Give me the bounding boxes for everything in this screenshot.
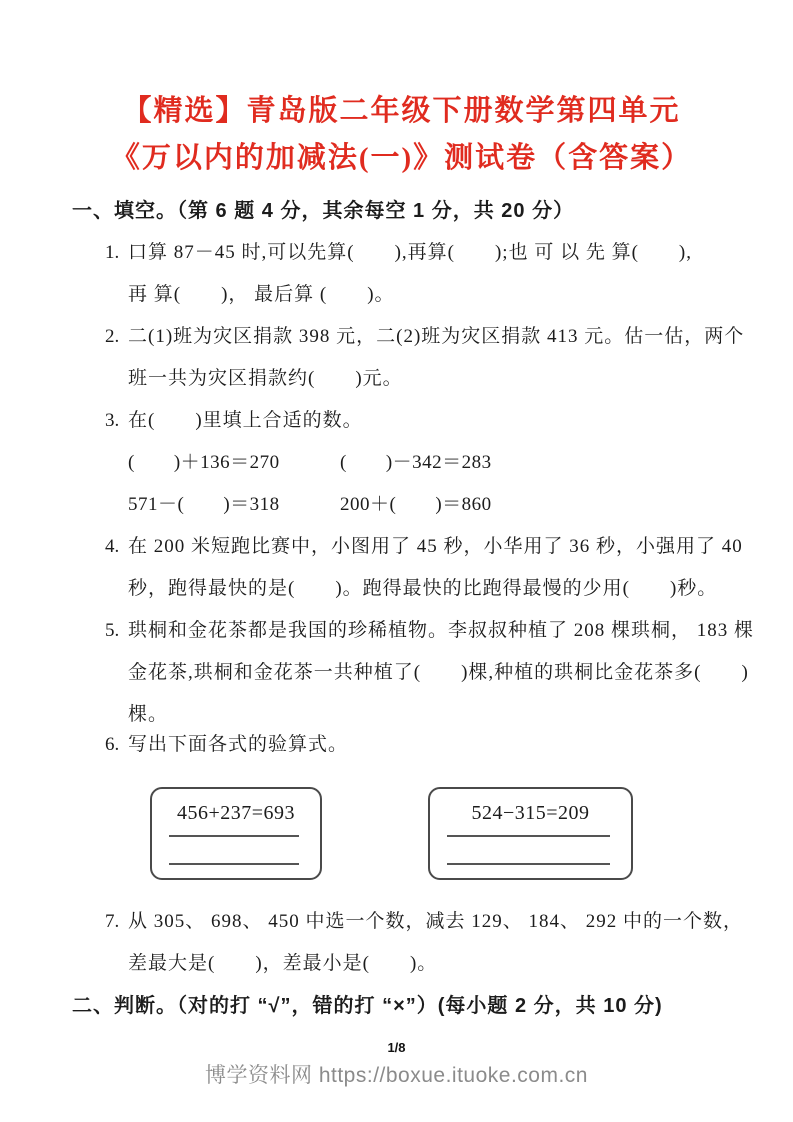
item-number: 1.: [105, 242, 120, 263]
item-line: 在( )里填上合适的数。: [128, 410, 363, 431]
item-body: [128, 724, 731, 901]
page-number: 1/8: [387, 1040, 406, 1055]
item-line: 班一共为灾区捐款约( )元。: [128, 368, 403, 389]
item-line: 棵。: [128, 704, 169, 725]
section-1-heading: 一、填空。（第 6 题 4 分，其余每空 1 分，共 20 分）: [72, 200, 575, 222]
item-number: 7.: [105, 911, 120, 932]
item-number: 5.: [105, 620, 120, 641]
answer-line: [169, 835, 299, 837]
equation-cell: ( )－342＝283: [340, 452, 492, 473]
box-equation: 456+237=693: [176, 802, 296, 824]
verification-box-2: [428, 787, 633, 880]
item-body: [128, 400, 731, 526]
document-title: [72, 88, 731, 182]
question-item-4: [72, 526, 743, 610]
box-equation: 524−315=209: [471, 802, 590, 824]
item-line: 口算 87－45 时,可以先算( ),再算( );也 可 以 先 算( ),: [128, 242, 692, 263]
item-line: 二(1)班为灾区捐款 398 元，二(2)班为灾区捐款 413 元。估一估，两个: [128, 326, 745, 347]
item-line: 从 305、 698、 450 中选一个数，减去 129、 184、 292 中的一个数，: [128, 911, 744, 932]
question-item-6: [72, 724, 731, 901]
item-line: 金花茶,珙桐和金花茶一共种植了( )棵,种植的珙桐比金花茶多( ): [128, 662, 749, 683]
answer-line: [169, 863, 299, 865]
item-line: 差最大是( )，差最小是( )。: [128, 953, 438, 974]
item-number: 3.: [105, 410, 120, 431]
verification-box-1: [150, 787, 322, 880]
item-number: 6.: [105, 734, 120, 755]
item-body: [128, 610, 755, 736]
item-number: 2.: [105, 326, 120, 347]
item-line: 再 算( )， 最后算 ( )。: [128, 284, 395, 305]
question-item-2: [72, 316, 745, 400]
equation-cell: ( )＋136＝270: [128, 452, 280, 473]
item-line: 珙桐和金花茶都是我国的珍稀植物。李叔叔种植了 208 棵珙桐， 183 棵: [128, 620, 755, 641]
item-body: [128, 232, 731, 316]
question-item-1: [72, 232, 731, 316]
question-item-7: [72, 901, 744, 985]
equation-grid: [128, 442, 731, 526]
item-body: [128, 316, 745, 400]
answer-line: [447, 863, 610, 865]
equation-cell: 200＋( )＝860: [340, 494, 492, 515]
item-line: 写出下面各式的验算式。: [128, 734, 349, 755]
title-line-2: 《万以内的加减法(一)》测试卷（含答案）: [110, 142, 693, 174]
section-2-heading: 二、判断。（对的打 “√”，错的打 “×”）(每小题 2 分，共 10 分): [72, 995, 663, 1017]
answer-line: [447, 835, 610, 837]
item-line: 在 200 米短跑比赛中，小图用了 45 秒，小华用了 36 秒，小强用了 40: [128, 536, 743, 557]
item-body: [128, 901, 744, 985]
verification-boxes-row: [150, 787, 731, 880]
title-line-1: 【精选】青岛版二年级下册数学第四单元: [122, 95, 681, 127]
item-line: 秒，跑得最快的是( )。跑得最快的比跑得最慢的少用( )秒。: [128, 578, 718, 599]
watermark-text: 博学资料网 https://boxue.ituoke.com.cn: [205, 1064, 588, 1087]
question-item-5: [72, 610, 755, 736]
question-item-3: [72, 400, 731, 526]
item-body: [128, 526, 743, 610]
item-number: 4.: [105, 536, 120, 557]
equation-cell: 571－( )＝318: [128, 494, 280, 515]
